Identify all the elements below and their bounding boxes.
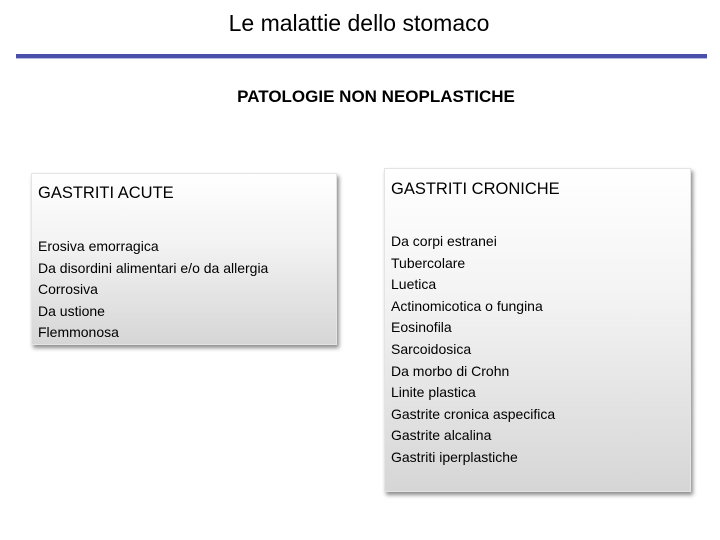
chronic-gastritis-list xyxy=(391,231,555,469)
list-item: Da disordini alimentari e/o da allergia xyxy=(38,259,269,276)
slide-title: Le malattie dello stomaco xyxy=(228,10,490,36)
title-divider xyxy=(16,54,707,59)
list-item: Eosinofila xyxy=(391,319,452,336)
acute-gastritis-heading: GASTRITI ACUTE xyxy=(38,184,174,202)
chronic-gastritis-heading: GASTRITI CRONICHE xyxy=(391,180,560,198)
list-item: Sarcoidosica xyxy=(391,340,472,357)
list-item: Erosiva emorragica xyxy=(38,238,159,254)
chronic-gastritis-box xyxy=(384,168,691,492)
list-item: Flemmonosa xyxy=(38,324,119,341)
acute-gastritis-box xyxy=(31,173,337,345)
acute-gastritis-list xyxy=(38,236,268,344)
list-item: Gastriti iperplastiche xyxy=(391,448,518,465)
list-item: Da corpi estranei xyxy=(391,233,497,249)
list-item: Actinomicotica o fungina xyxy=(391,297,543,314)
list-item: Tubercolare xyxy=(391,254,466,271)
list-item: Gastrite cronica aspecifica xyxy=(391,405,556,422)
list-item: Linite plastica xyxy=(391,384,476,401)
list-item: Luetica xyxy=(391,276,437,293)
list-item: Corrosiva xyxy=(38,281,98,298)
list-item: Gastrite alcalina xyxy=(391,427,492,444)
list-item: Da ustione xyxy=(38,302,105,319)
section-heading: PATOLOGIE NON NEOPLASTICHE xyxy=(237,87,515,106)
list-item: Da morbo di Crohn xyxy=(391,362,510,379)
